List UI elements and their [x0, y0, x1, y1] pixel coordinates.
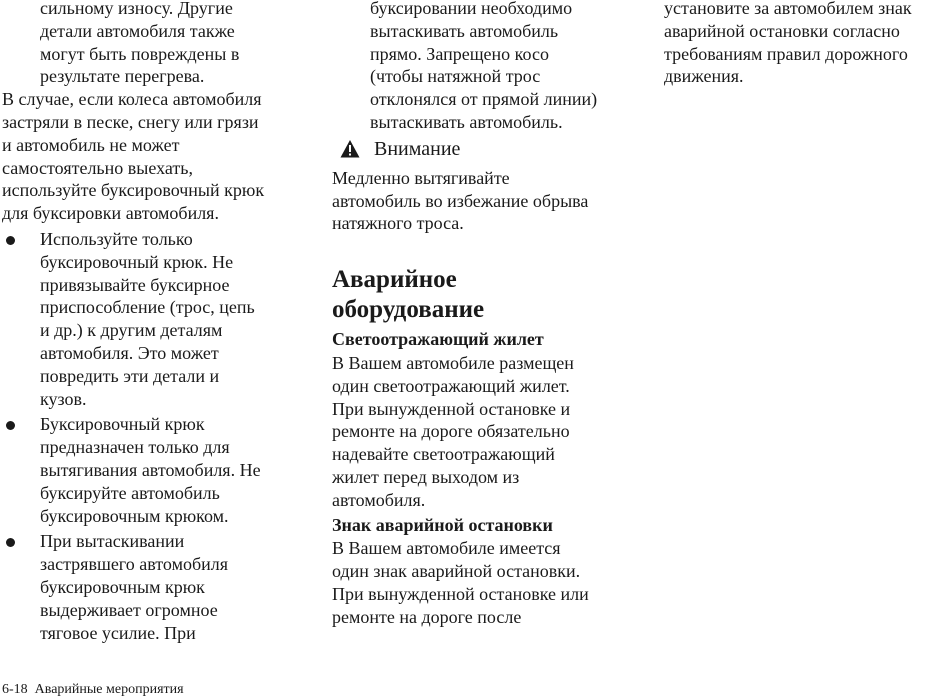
sign-paragraph: В Вашем автомобиле имеется один знак аварийной остановки. При вынужденной остановке или ремонте на дороге после	[332, 538, 589, 627]
subsection-title-sign: Знак аварийной остановки	[332, 514, 553, 535]
intro-paragraph: В случае, если колеса автомобиля застряли в песке, снегу или грязи и автомобиль не может самостоятельно выехать, используйте буксировочный крюк для буксировки автомобиля.	[2, 89, 265, 224]
subsection-title-vest: Светоотражающий жилет	[332, 329, 544, 350]
bullet-dot	[6, 421, 15, 430]
warning-title: Внимание	[374, 137, 461, 160]
bullet-item: Используйте только буксировочный крюк. Не привязывайте буксирное приспособление (трос, цепь и др.) к другим деталям автомобиля. Это может повредить эти детали и кузов.	[2, 228, 302, 410]
page-footer	[2, 681, 184, 698]
continued-paragraph: установите за автомобилем знак аварийной остановки согласно требованиям правил дорожного движения.	[664, 0, 912, 87]
warning-triangle-icon	[340, 139, 360, 159]
continued-bullet-text: буксировании необходимо вытаскивать автомобиль прямо. Запрещено косо (чтобы натяжной трос отклонялся от прямой линии) вытаскивать автомобиль.	[370, 0, 598, 132]
section-title: Аварийное оборудование	[332, 266, 485, 324]
bullet-item: Буксировочный крюк предназначен только для вытягивания автомобиля. Не буксируйте автомобиль буксировочным крюком.	[2, 413, 302, 527]
page-number: 6-18	[2, 682, 28, 697]
bullet-dot	[6, 538, 15, 547]
footer-section-title: Аварийные мероприятия	[34, 682, 184, 697]
column-left	[2, 0, 302, 644]
bullet-item: При вытаскивании застрявшего автомобиля буксировочным крюк выдерживает огромное тяговое усилие. При	[2, 530, 302, 644]
warning-text: Медленно вытягивайте автомобиль во избежание обрыва натяжного троса.	[332, 167, 589, 234]
warning-heading	[332, 137, 632, 161]
bullet-dot	[6, 236, 15, 245]
vest-paragraph: В Вашем автомобиле размещен один светоотражающий жилет. При вынужденной остановке и ремонте на дороге обязательно надевайте светоотражающий жилет перед выходом из автомобиля.	[332, 352, 574, 510]
continued-bullet-text: сильному износу. Другие детали автомобиля также могут быть повреждены в результате перегрева.	[40, 0, 240, 87]
column-right	[664, 0, 936, 88]
column-middle	[332, 0, 632, 629]
